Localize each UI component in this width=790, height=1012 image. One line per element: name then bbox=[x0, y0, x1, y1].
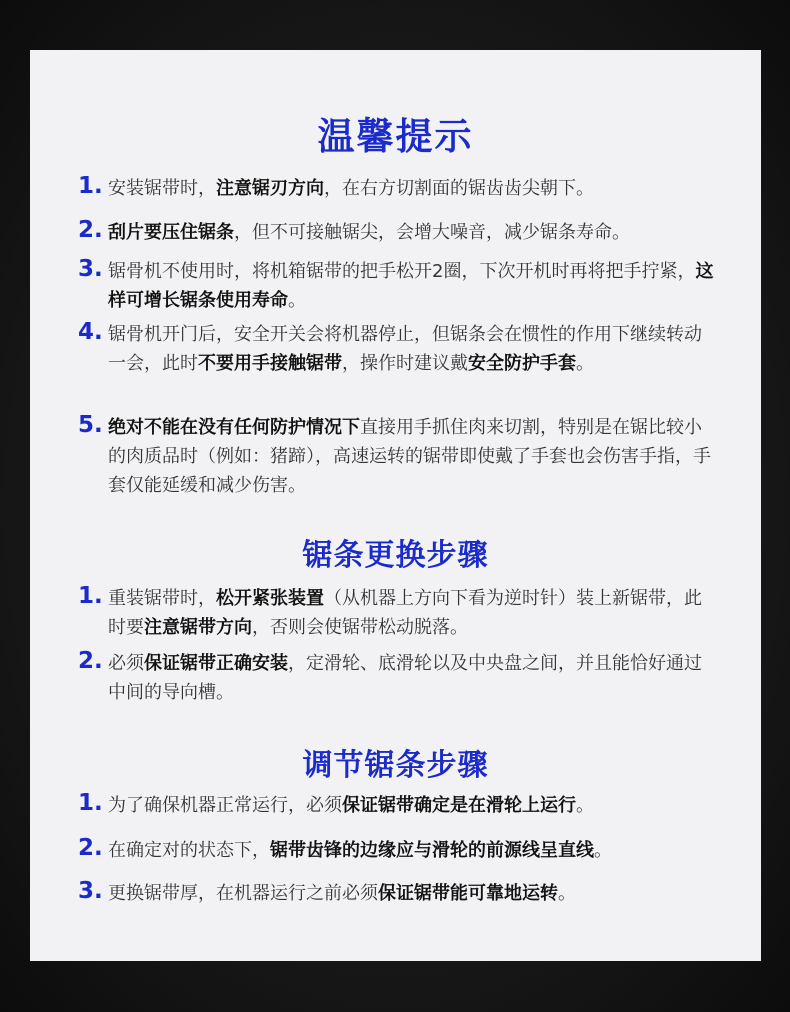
body-text: 在确定对的状态下， bbox=[108, 840, 270, 861]
body-text: （从机器上方向下看为逆时针）装上新锯带，此时要 bbox=[108, 588, 702, 638]
item-number: 4. bbox=[78, 319, 103, 345]
item-text bbox=[108, 218, 718, 247]
body-text: 。 bbox=[576, 795, 594, 816]
body-text: ，否则会使锯带松动脱落。 bbox=[252, 617, 468, 638]
item-text bbox=[108, 836, 718, 865]
item-text bbox=[108, 584, 718, 642]
body-text: 。 bbox=[558, 883, 576, 904]
item-text bbox=[108, 649, 718, 707]
emphasis-text: 不要用手接触锯带 bbox=[198, 353, 342, 374]
body-text: ，但不可接触锯尖，会增大噪音，减少锯条寿命。 bbox=[234, 222, 630, 243]
item-number: 5. bbox=[78, 412, 103, 438]
notice-card bbox=[30, 50, 761, 961]
body-text: 锯骨机开门后，安全开关会将机器停止，但锯条会在惯性的作用下继续转动一会，此时 bbox=[108, 324, 702, 374]
item-text bbox=[108, 413, 718, 500]
emphasis-text: 刮片要压住锯条 bbox=[108, 222, 234, 243]
body-text: 安装锯带时， bbox=[108, 178, 216, 199]
emphasis-text: 保证锯带能可靠地运转 bbox=[378, 883, 558, 904]
body-text: 必须 bbox=[108, 653, 144, 674]
emphasis-text: 这样可增长锯条使用寿命 bbox=[108, 261, 714, 311]
body-text: ，定滑轮、底滑轮以及中央盘之间，并且能恰好通过中间的导向槽。 bbox=[108, 653, 702, 703]
item-text bbox=[108, 257, 718, 315]
body-text: 。 bbox=[594, 840, 612, 861]
item-number: 1. bbox=[78, 790, 103, 816]
body-text: 更换锯带厚，在机器运行之前必须 bbox=[108, 883, 378, 904]
item-number: 2. bbox=[78, 648, 103, 674]
emphasis-text: 注意锯带方向 bbox=[144, 617, 252, 638]
emphasis-text: 锯带齿锋的边缘应与滑轮的前源线呈直线 bbox=[270, 840, 594, 861]
item-number: 1. bbox=[78, 583, 103, 609]
emphasis-text: 安全防护手套 bbox=[468, 353, 576, 374]
item-text bbox=[108, 791, 718, 820]
body-text: 锯骨机不使用时，将机箱锯带的把手松开2圈，下次开机时再将把手拧紧， bbox=[108, 261, 696, 282]
emphasis-text: 绝对不能在没有任何防护情况下 bbox=[108, 417, 360, 438]
body-text: ，操作时建议戴 bbox=[342, 353, 468, 374]
section-title-tips: 温馨提示 bbox=[317, 115, 474, 158]
emphasis-text: 保证锯带正确安装 bbox=[144, 653, 288, 674]
item-text bbox=[108, 879, 718, 908]
body-text: 为了确保机器正常运行，必须 bbox=[108, 795, 342, 816]
emphasis-text: 松开紧张装置 bbox=[216, 588, 324, 609]
item-number: 2. bbox=[78, 835, 103, 861]
emphasis-text: 保证锯带确定是在滑轮上运行 bbox=[342, 795, 576, 816]
body-text: ，在右方切割面的锯齿齿尖朝下。 bbox=[324, 178, 594, 199]
body-text: 。 bbox=[576, 353, 594, 374]
body-text: 重装锯带时， bbox=[108, 588, 216, 609]
body-text: 直接用手抓住肉来切割，特别是在锯比较小的肉质品时（例如：猪蹄），高速运转的锯带即使戴了手套也会伤害手指，手套仅能延缓和减少伤害。 bbox=[108, 417, 711, 496]
item-number: 3. bbox=[78, 878, 103, 904]
section-title-adjust: 调节锯条步骤 bbox=[302, 748, 489, 783]
body-text: 。 bbox=[288, 290, 306, 311]
item-number: 1. bbox=[78, 173, 103, 199]
item-text bbox=[108, 320, 718, 378]
item-number: 3. bbox=[78, 256, 103, 282]
item-text bbox=[108, 174, 718, 203]
section-title-replace: 锯条更换步骤 bbox=[302, 538, 489, 573]
item-number: 2. bbox=[78, 217, 103, 243]
emphasis-text: 注意锯刃方向 bbox=[216, 178, 324, 199]
